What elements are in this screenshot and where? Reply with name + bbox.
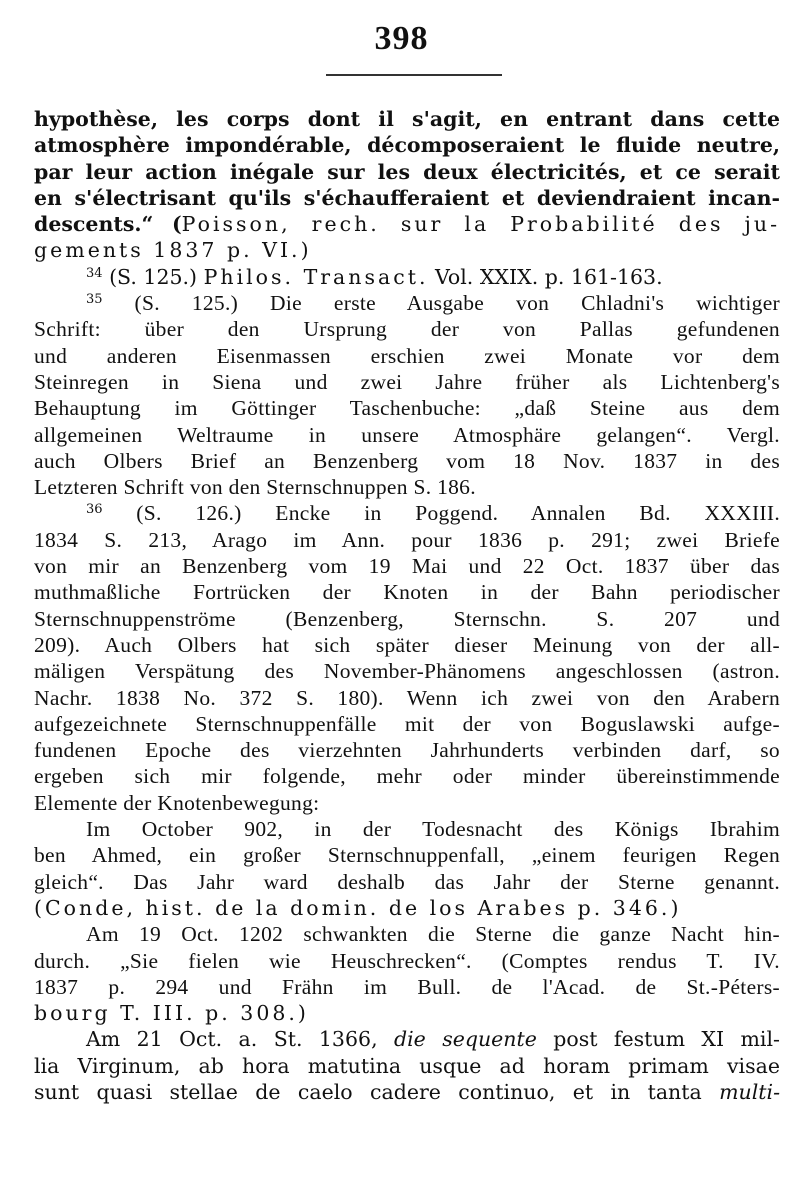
text-line [34, 422, 780, 448]
line-text: Steinregen in Siena und zwei Jahre früher als Lichtenberg's [34, 369, 780, 394]
line-text: Letzteren Schrift von den Sternschnuppen S. 186. [34, 475, 476, 500]
text-line [34, 553, 780, 579]
text-line [34, 159, 780, 185]
body-text [34, 106, 780, 1105]
text-line [34, 632, 780, 658]
text-line [34, 711, 780, 737]
line-text: von mir an Benzenberg vom 19 Mai und 22 Oct. 1837 über das [34, 554, 780, 579]
text-line [34, 658, 780, 684]
text-line [34, 763, 780, 789]
text-line [34, 211, 780, 237]
line-text: atmosphère impondérable, décomposeraient le fluide neutre, [34, 133, 780, 158]
line-text: fundenen Epoche des vierzehnten Jahrhunderts verbinden darf, so [34, 738, 780, 763]
text-line [34, 316, 780, 342]
text-line [34, 527, 780, 553]
line-text: (S. 125.) [102, 264, 204, 289]
text-line [34, 737, 780, 763]
text-line [34, 1053, 780, 1079]
text-line [34, 395, 780, 421]
line-text: Elemente der Knotenbewegung: [34, 790, 320, 815]
line-text: mäligen Verspätung des November-Phänomens angeschlossen (astron. [34, 659, 780, 684]
line-text: post festum XI mil- [536, 1027, 780, 1052]
text-line [34, 448, 780, 474]
line-text: hypothèse, les corps dont il s'agit, en entrant dans cette [34, 107, 780, 131]
text-line [34, 816, 780, 842]
footnote-number: 35 [86, 292, 103, 308]
text-line [34, 132, 780, 158]
line-text: muthmaßliche Fortrücken der Knoten in der Bahn periodischer [34, 580, 780, 605]
line-text: Behauptung im Göttinger Taschenbuche: „daß Steine aus dem [34, 396, 780, 421]
text-line [34, 921, 780, 947]
line-text: aufgezeichnete Sternschnuppenfälle mit der von Boguslawski aufge- [34, 711, 780, 736]
text-line [34, 869, 780, 895]
text-line [34, 842, 780, 868]
footnote-35 [34, 290, 780, 316]
text-line [34, 974, 780, 1000]
footnote-34 [34, 264, 780, 290]
text-line [34, 948, 780, 974]
line-text: 1837 p. 294 und Frähn im Bull. de l'Acad. de St.-Péters- [34, 974, 780, 999]
line-text: Sternschnuppenströme (Benzenberg, Sternschn. S. 207 und [34, 606, 780, 631]
text-line [34, 369, 780, 395]
line-text: Am 21 Oct. a. St. 1366, [86, 1027, 394, 1052]
line-text: (S. 126.) Encke in Poggend. Annalen Bd. XXXIII. [102, 501, 780, 526]
line-text: auch Olbers Brief an Benzenberg vom 18 Nov. 1837 in des [34, 448, 780, 473]
line-text: 209). Auch Olbers hat sich später dieser Meinung von der all- [34, 632, 780, 657]
text-line [34, 1079, 780, 1105]
line-text: bourg T. III. p. 308.) [34, 1001, 309, 1026]
text-line [34, 237, 780, 263]
line-text: Nachr. 1838 No. 372 S. 180). Wenn ich zwei von den Arabern [34, 685, 780, 710]
line-text-spaced: Philos. Transact. [203, 264, 429, 289]
line-text: Schrift: über den Ursprung der von Pallas gefundenen [34, 317, 780, 342]
line-text: 1834 S. 213, Arago im Ann. pour 1836 p. 291; zwei Briefe [34, 527, 780, 552]
text-line [34, 685, 780, 711]
text-line [34, 895, 780, 921]
line-text: sunt quasi stellae de caelo cadere continuo, et in tanta [34, 1079, 720, 1104]
line-text: (Conde, hist. de la domin. de los Arabes p. 346.) [34, 895, 682, 920]
text-line [34, 606, 780, 632]
line-text: gleich“. Das Jahr ward deshalb das Jahr der Sterne genannt. [34, 869, 780, 894]
text-line [34, 579, 780, 605]
line-text: allgemeinen Weltraume in unsere Atmosphäre gelangen“. Vergl. [34, 422, 780, 447]
line-text: en s'électrisant qu'ils s'échaufferaient et deviendraient incan- [34, 185, 780, 210]
line-text: (S. 125.) Die erste Ausgabe von Chladni's wichtiger [102, 291, 780, 316]
line-text-italic: die sequente [393, 1027, 537, 1052]
line-text-italic: multi- [719, 1079, 780, 1104]
line-text: durch. „Sie fielen wie Heuschrecken“. (Comptes rendus T. IV. [34, 948, 780, 973]
text-line [34, 474, 780, 500]
line-text: Vol. XXIX. p. 161-163. [428, 264, 663, 289]
line-text: lia Virginum, ab hora matutina usque ad horam primam visae [34, 1053, 780, 1078]
text-line [34, 106, 780, 132]
line-text: gements 1837 p. VI.) [34, 238, 312, 263]
footnote-36 [34, 500, 780, 526]
line-text: und anderen Eisenmassen erschien zwei Monate vor dem [34, 343, 780, 368]
line-text: ben Ahmed, ein großer Sternschnuppenfall, „einem feurigen Regen [34, 843, 780, 868]
text-line [34, 185, 780, 211]
line-text: ergeben sich mir folgende, mehr oder minder übereinstimmende [34, 764, 780, 789]
line-text-spaced: Poisson, rech. sur la Probabilité des ju- [181, 212, 780, 237]
header-rule [326, 74, 502, 76]
text-line [34, 1000, 780, 1026]
line-text: par leur action inégale sur les deux électricités, et ce serait [34, 159, 780, 184]
line-text: Im October 902, in der Todesnacht des Königs Ibrahim [86, 817, 780, 842]
page-number: 398 [374, 20, 429, 57]
text-line [34, 790, 780, 816]
line-text: Am 19 Oct. 1202 schwankten die Sterne die ganze Nacht hin- [86, 922, 780, 947]
text-line [34, 343, 780, 369]
footnote-number: 36 [86, 502, 103, 518]
footnote-number: 34 [86, 265, 103, 281]
line-text: descents.“ ( [34, 212, 182, 237]
text-line [34, 1026, 780, 1052]
